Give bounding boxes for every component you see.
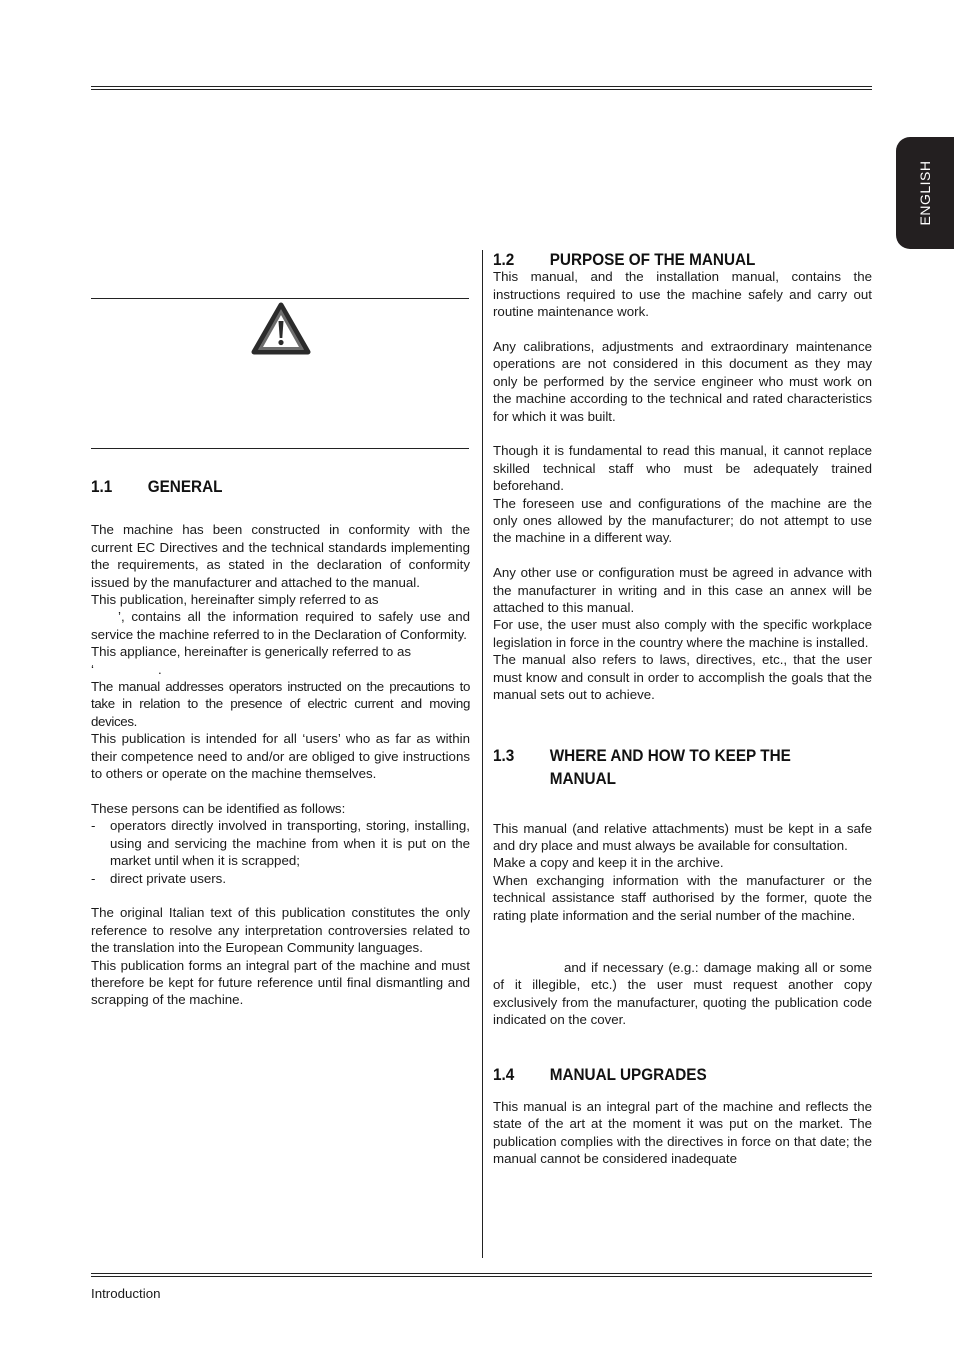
- paragraph: This manual (and relative attachments) must be kept in a safe and dry place and must always be available for consultation.: [493, 820, 872, 853]
- paragraph: This appliance, hereinafter is generically referred to as: [91, 644, 412, 660]
- section-1-4-heading: [493, 1066, 834, 1083]
- list-item: [91, 870, 470, 887]
- paragraph: The manual also refers to laws, directives, etc., that the user must know and consult in order to accomplish the goals that the manual sets out to achieve.: [493, 652, 872, 703]
- paragraph: The original Italian text of this publication constitutes the only reference to resolve any interpretation controversies related to the translation into the European Community languages.: [91, 905, 470, 956]
- section-title: MANUAL UPGRADES: [549, 1064, 707, 1084]
- language-tab-label: ENGLISH: [917, 160, 933, 226]
- paragraph: For use, the user must also comply with the specific workplace legislation in force in the country where the machine is installed.: [493, 617, 872, 650]
- paragraph: [493, 959, 872, 1029]
- warning-box-top-rule: [91, 298, 469, 299]
- paragraph: Though it is fundamental to read this manual, it cannot replace skilled technical staff who must be adequately trained beforehand.: [493, 443, 872, 494]
- paragraph: The foreseen use and configurations of the machine are the only ones allowed by the manufacturer; do not attempt to use the machine in a different way.: [493, 495, 872, 546]
- text-span: ’, contains all the information required to safely use and service the machine referred to in the Declaration of Conformity.: [91, 609, 470, 642]
- column-divider: [482, 250, 483, 1258]
- paragraph: Any other use or configuration must be agreed in advance with the manufacturer in writing and in this case an annex will be attached to this manual.: [493, 565, 872, 616]
- footer-rule: [91, 1273, 872, 1277]
- text-span: ‘: [91, 661, 94, 677]
- section-title: PURPOSE OF THE MANUAL: [549, 250, 756, 269]
- left-column: [91, 478, 470, 1009]
- warning-box-bottom-rule: [91, 448, 469, 449]
- section-number: 1.1: [91, 477, 113, 496]
- footer-label: Introduction: [91, 1286, 161, 1301]
- section-number: 1.2: [493, 250, 515, 269]
- paragraph: Make a copy and keep it in the archive.: [493, 855, 724, 871]
- paragraph: When exchanging information with the manufacturer or the technical assistance staff authorised by the former, quote the rating plate information and the serial number of the machine.: [493, 872, 872, 923]
- paragraph: [91, 661, 470, 678]
- warning-icon: [251, 302, 311, 356]
- section-title-line: WHERE AND HOW TO KEEP THE: [549, 745, 791, 765]
- list-item-text: direct private users.: [110, 870, 227, 886]
- paragraph: These persons can be identified as follows:: [91, 800, 346, 816]
- section-title: [550, 744, 791, 790]
- section-title-line: MANUAL: [549, 768, 616, 788]
- paragraph: [91, 608, 470, 643]
- right-column: [493, 251, 872, 1168]
- section-1-2-heading: [493, 251, 834, 268]
- header-rule: [91, 86, 872, 90]
- paragraph: The manual addresses operators instructed on the precautions to take in relation to the presence of electric current and moving devices.: [91, 679, 470, 729]
- section-number: 1.4: [493, 1064, 515, 1084]
- section-1-1-heading: [91, 478, 432, 495]
- text-span: .: [157, 661, 162, 677]
- paragraph: The machine has been constructed in conformity with the current EC Directives and the technical standards implementing the requirements, as stated in the declaration of conformity issued by the manufacturer and attached to the manual.: [91, 522, 470, 590]
- list-item-text: operators directly involved in transporting, storing, installing, using and servicing the machine from when it is put on the market until when it is scrapped;: [110, 818, 470, 869]
- list-item: [91, 817, 470, 869]
- section-1-3-heading: [493, 744, 834, 790]
- paragraph: This publication forms an integral part of the machine and must therefore be kept for future reference until final dismantling and scrapping of the machine.: [91, 957, 470, 1008]
- paragraph: This publication is intended for all ‘users’ who as far as within their competence need to and/or are obliged to give instructions to others or operate on the machine themselves.: [91, 731, 470, 782]
- bullet: -: [91, 818, 96, 834]
- paragraph: Any calibrations, adjustments and extraordinary maintenance operations are not considered in this document as they may only be performed by the service engineer who must work on the machine according to the technical and rated characteristics for which it was built.: [493, 339, 872, 424]
- paragraph: [91, 591, 470, 608]
- section-number: 1.3: [493, 745, 515, 765]
- bullet: -: [91, 870, 96, 886]
- paragraph: This manual, and the installation manual, contains the instructions required to use the machine safely and carry out routine maintenance work.: [493, 269, 872, 320]
- text-span: This publication, hereinafter simply referred to as: [91, 592, 379, 608]
- paragraph: This manual is an integral part of the machine and reflects the state of the art at the moment it was put on the market. The publication complies with the directives in force on that date; the manual cannot be considered inadequate: [493, 1098, 872, 1167]
- text-span: and if necessary (e.g.: damage making all or some of it illegible, etc.) the user must request another copy exclusively from the manufacturer, quoting the publication code indicated on the cover.: [493, 959, 872, 1028]
- language-tab[interactable]: [896, 137, 954, 249]
- section-title: GENERAL: [147, 477, 223, 496]
